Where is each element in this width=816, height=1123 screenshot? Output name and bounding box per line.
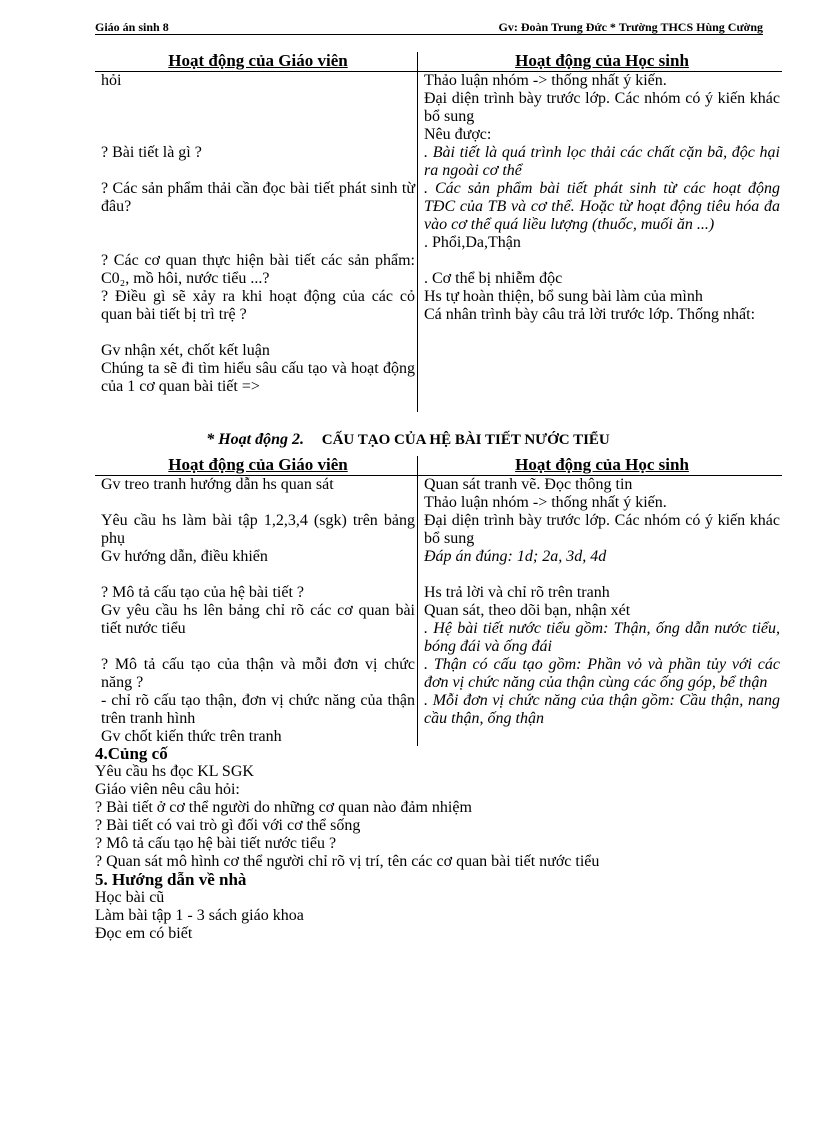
section-4-line: Yêu cầu hs đọc KL SGK [95,763,254,780]
teacher-line: - chỉ rõ cấu tạo thận, đơn vị chức năng của thận trên tranh hình [101,692,415,727]
teacher-line: Gv yêu cầu hs lên bảng chỉ rõ các cơ quan bài tiết nước tiểu [101,602,415,637]
section-4-line: ? Bài tiết có vai trò gì đối với cơ thể sống [95,817,361,834]
header-right: Gv: Đoàn Trung Đức * Trường THCS Hùng Cường [498,20,763,34]
section-5-line: Học bài cũ [95,889,165,906]
teacher-line: Gv chốt kiến thức trên tranh [101,728,282,745]
teacher-line: ? Mô tả cấu tạo của thận và mỗi đơn vị chức năng ? [101,656,415,691]
section-4-line: ? Quan sát mô hình cơ thể người chỉ rõ vị trí, tên các cơ quan bài tiết nước tiểu [95,853,600,870]
student-line: . Mỗi đơn vị chức năng của thận gồm: Cầu thận, nang cầu thận, ống thận [424,692,780,727]
student-line: Nêu được: [424,126,492,143]
teacher-line: ? Điều gì sẽ xảy ra khi hoạt động của các cỏ quan bài tiết bị trì trệ ? [101,288,415,323]
table2-teacher-cell [95,476,418,747]
student-line: Thảo luận nhóm -> thống nhất ý kiến. [424,494,667,511]
section-5-title: 5. Hướng dẫn về nhà [95,870,247,889]
student-line: Đại diện trình bày trước lớp. Các nhóm có ý kiến khác bổ sung [424,512,780,547]
activity-2-title [0,431,816,449]
student-line: . Cơ thể bị nhiễm độc [424,270,563,287]
activity-table-1 [95,52,782,412]
section-4-title: 4.Củng cố [95,744,168,763]
teacher-line: ? Mô tả cấu tạo của hệ bài tiết ? [101,584,305,601]
section-4-line: ? Mô tả cấu tạo hệ bài tiết nước tiểu ? [95,835,337,852]
section-5-line: Đọc em có biết [95,925,193,942]
student-line: . Phổi,Da,Thận [424,234,521,251]
student-line: Đáp án đúng: 1d; 2a, 3d, 4d [424,548,607,565]
table1-student-header: Hoạt động của Học sinh [515,51,689,70]
table1-teacher-cell [95,72,418,413]
activity-2-lead: * Hoạt động 2. [206,431,305,448]
teacher-line: Gv treo tranh hướng dẫn hs quan sát [101,476,334,493]
student-line: Cá nhân trình bày câu trả lời trước lớp. Thống nhất: [424,306,756,323]
section-4-line: Giáo viên nêu câu hỏi: [95,781,240,798]
teacher-line: ? Bài tiết là gì ? [101,144,202,161]
student-line: . Thận có cấu tạo gồm: Phần vỏ và phần tủy với các đơn vị chức năng của thận cùng các ống góp, bể thận [424,656,780,691]
table1-teacher-header: Hoạt động của Giáo viên [95,52,418,72]
student-line: . Bài tiết là quá trình lọc thải các chất cặn bã, độc hại ra ngoài cơ thể [424,144,780,179]
teacher-line: ? Các sản phẩm thải cần đọc bài tiết phát sinh từ đâu? [101,180,415,215]
closing-sections [95,745,781,943]
teacher-line: ? Các cơ quan thực hiện bài tiết các sản phẩm: C0₂, mồ hôi, nước tiểu ...? [101,252,415,287]
activity-2-heading: CẤU TẠO CỦA HỆ BÀI TIẾT NƯỚC TIỂU [321,432,610,448]
student-line: Quan sát tranh vẽ. Đọc thông tin [424,476,633,493]
teacher-line: hỏi [101,72,122,89]
teacher-line: Gv hướng dẫn, điều khiển [101,548,268,565]
table2-student-header: Hoạt động của Học sinh [515,455,689,474]
page-header [95,18,763,35]
teacher-line: Yêu cầu hs làm bài tập 1,2,3,4 (sgk) trên bảng phụ [101,512,415,547]
student-line: . Hệ bài tiết nước tiểu gồm: Thận, ống dẫn nước tiểu, bóng đái và ống đái [424,620,780,655]
section-4-line: ? Bài tiết ở cơ thể người do những cơ quan nào đảm nhiệm [95,799,472,816]
student-line: . Các sản phẩm bài tiết phát sinh từ các hoạt động TĐC của TB và cơ thể. Hoặc từ hoạt động tiêu hóa đa vào cơ thể quá liều lượng (thuốc, muối ăn ...) [424,180,780,233]
student-line: Hs trả lời và chỉ rõ trên tranh [424,584,610,601]
header-left: Giáo án sinh 8 [95,20,169,34]
table1-student-cell [418,72,783,413]
teacher-line: Chúng ta sẽ đi tìm hiểu sâu cấu tạo và hoạt động của 1 cơ quan bài tiết => [101,360,415,395]
student-line: Đại diện trình bày trước lớp. Các nhóm có ý kiến khác bổ sung [424,90,780,125]
table2-teacher-header: Hoạt động của Giáo viên [95,456,418,476]
student-line: Thảo luận nhóm -> thống nhất ý kiến. [424,72,667,89]
activity-table-2 [95,456,782,746]
table2-student-cell [418,476,783,747]
section-5-line: Làm bài tập 1 - 3 sách giáo khoa [95,907,304,924]
student-line: Quan sát, theo dõi bạn, nhận xét [424,602,631,619]
student-line: Hs tự hoàn thiện, bổ sung bài làm của mình [424,288,703,305]
teacher-line: Gv nhận xét, chốt kết luận [101,342,270,359]
